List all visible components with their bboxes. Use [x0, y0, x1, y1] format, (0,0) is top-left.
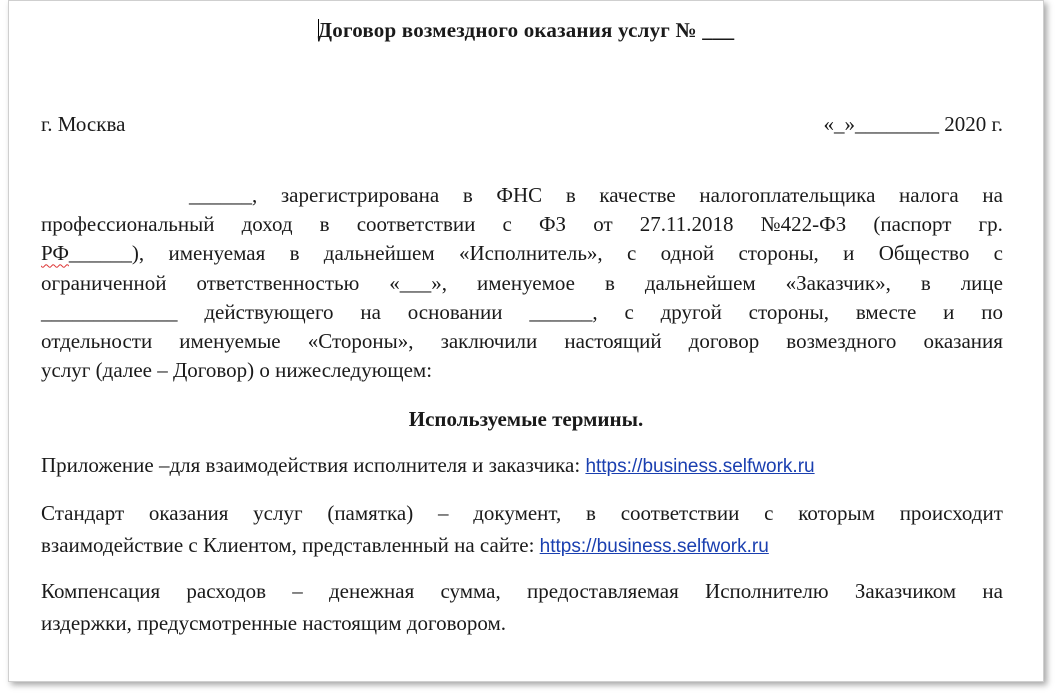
- term-standard-line: Стандарт оказания услуг (памятка) – документ, в соответствии с которым происходит: [41, 501, 1003, 525]
- intro-line: ограниченной ответственностью «___», именуемое в дальнейшем «Заказчик», в лице: [41, 270, 1003, 295]
- intro-line: ______, зарегистрирована в ФНС в качестве налогоплательщика налога на: [41, 181, 1003, 210]
- document-page: [8, 0, 1044, 682]
- term-standard: [41, 498, 1003, 562]
- city: г. Москва: [41, 112, 126, 136]
- term-compensation-line2: издержки, предусмотренные настоящим договором.: [41, 610, 506, 635]
- intro-line: _____________ действующего на основании ______, с другой стороны, вместе и по: [41, 299, 1003, 324]
- app-link[interactable]: https://business.selfwork.ru: [585, 456, 815, 477]
- intro-blank: ______,: [189, 183, 258, 207]
- contract-date: «_»________ 2020 г.: [823, 112, 1003, 136]
- term-app-text: Приложение –для взаимодействия исполнителя и заказчика:: [41, 453, 581, 477]
- intro-line: отдельности именуемые «Стороны», заключили настоящий договор возмездного оказания: [41, 329, 1003, 354]
- intro-line: РФ______), именуемая в дальнейшем «Исполнитель», с одной стороны, и Общество с: [41, 241, 1003, 266]
- document-title: Договор возмездного оказания услуг № ___: [317, 18, 735, 42]
- intro-line: услуг (далее – Договор) о нижеследующем:: [41, 358, 433, 383]
- terms-heading: Используемые термины.: [408, 407, 644, 431]
- term-standard-text: взаимодействие с Клиентом, представленный на сайте:: [41, 532, 535, 557]
- term-compensation-line: Компенсация расходов – денежная сумма, предоставляемая Исполнителю Заказчиком на: [41, 579, 1003, 603]
- term-compensation: [41, 576, 1003, 639]
- intro-line: профессиональный доход в соответствии с ФЗ от 27.11.2018 №422-ФЗ (паспорт гр.: [41, 212, 1003, 237]
- standard-link[interactable]: https://business.selfwork.ru: [539, 535, 769, 557]
- spellcheck-word: РФ: [41, 241, 69, 266]
- term-app: [41, 450, 1003, 483]
- intro-paragraph: [41, 181, 1003, 385]
